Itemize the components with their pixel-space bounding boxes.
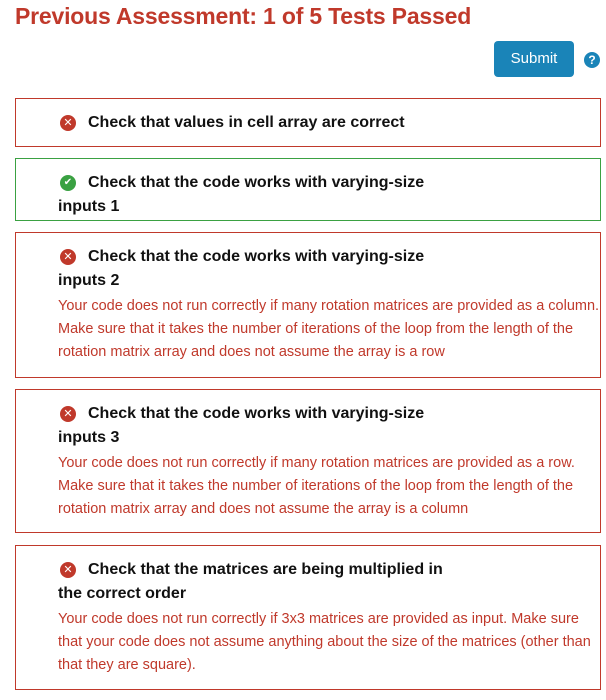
test-result-5 (15, 545, 601, 690)
fail-x-icon: ✕ (60, 406, 76, 422)
fail-x-icon: ✕ (60, 562, 76, 578)
test-feedback-message: Your code does not run correctly if many rotation matrices are provided as a column. Make sure that it takes the number of iterations of the loop from the length of the rotation matrix array and does not assume the array is a row (58, 298, 600, 360)
submit-button[interactable]: Submit (494, 41, 574, 77)
test-result-1 (15, 98, 601, 147)
test-feedback-message: Your code does not run correctly if many rotation matrices are provided as a row. Make sure that it takes the number of iterations of the loop from the length of the rotation matrix array and does not assume the array is a column (58, 455, 575, 517)
test-title: Check that the code works with varying-size inputs 2 (58, 248, 425, 289)
test-result-3 (15, 232, 601, 378)
test-title: Check that the code works with varying-size inputs 3 (58, 405, 425, 446)
pass-check-icon: ✔ (60, 175, 76, 191)
test-title: Check that values in cell array are correct (88, 114, 405, 131)
test-feedback-message: Your code does not run correctly if 3x3 matrices are provided as input. Make sure that your code does not assume anything about the size of the matrices (other than that they are square). (58, 611, 591, 673)
fail-x-icon: ✕ (60, 249, 76, 265)
page-title: Previous Assessment: 1 of 5 Tests Passed (15, 3, 472, 29)
test-title: Check that the matrices are being multiplied in the correct order (58, 561, 443, 602)
fail-x-icon: ✕ (60, 115, 76, 131)
test-result-2 (15, 158, 601, 221)
test-title: Check that the code works with varying-size inputs 1 (58, 174, 425, 215)
help-icon[interactable]: ? (584, 52, 600, 68)
test-result-4 (15, 389, 601, 533)
